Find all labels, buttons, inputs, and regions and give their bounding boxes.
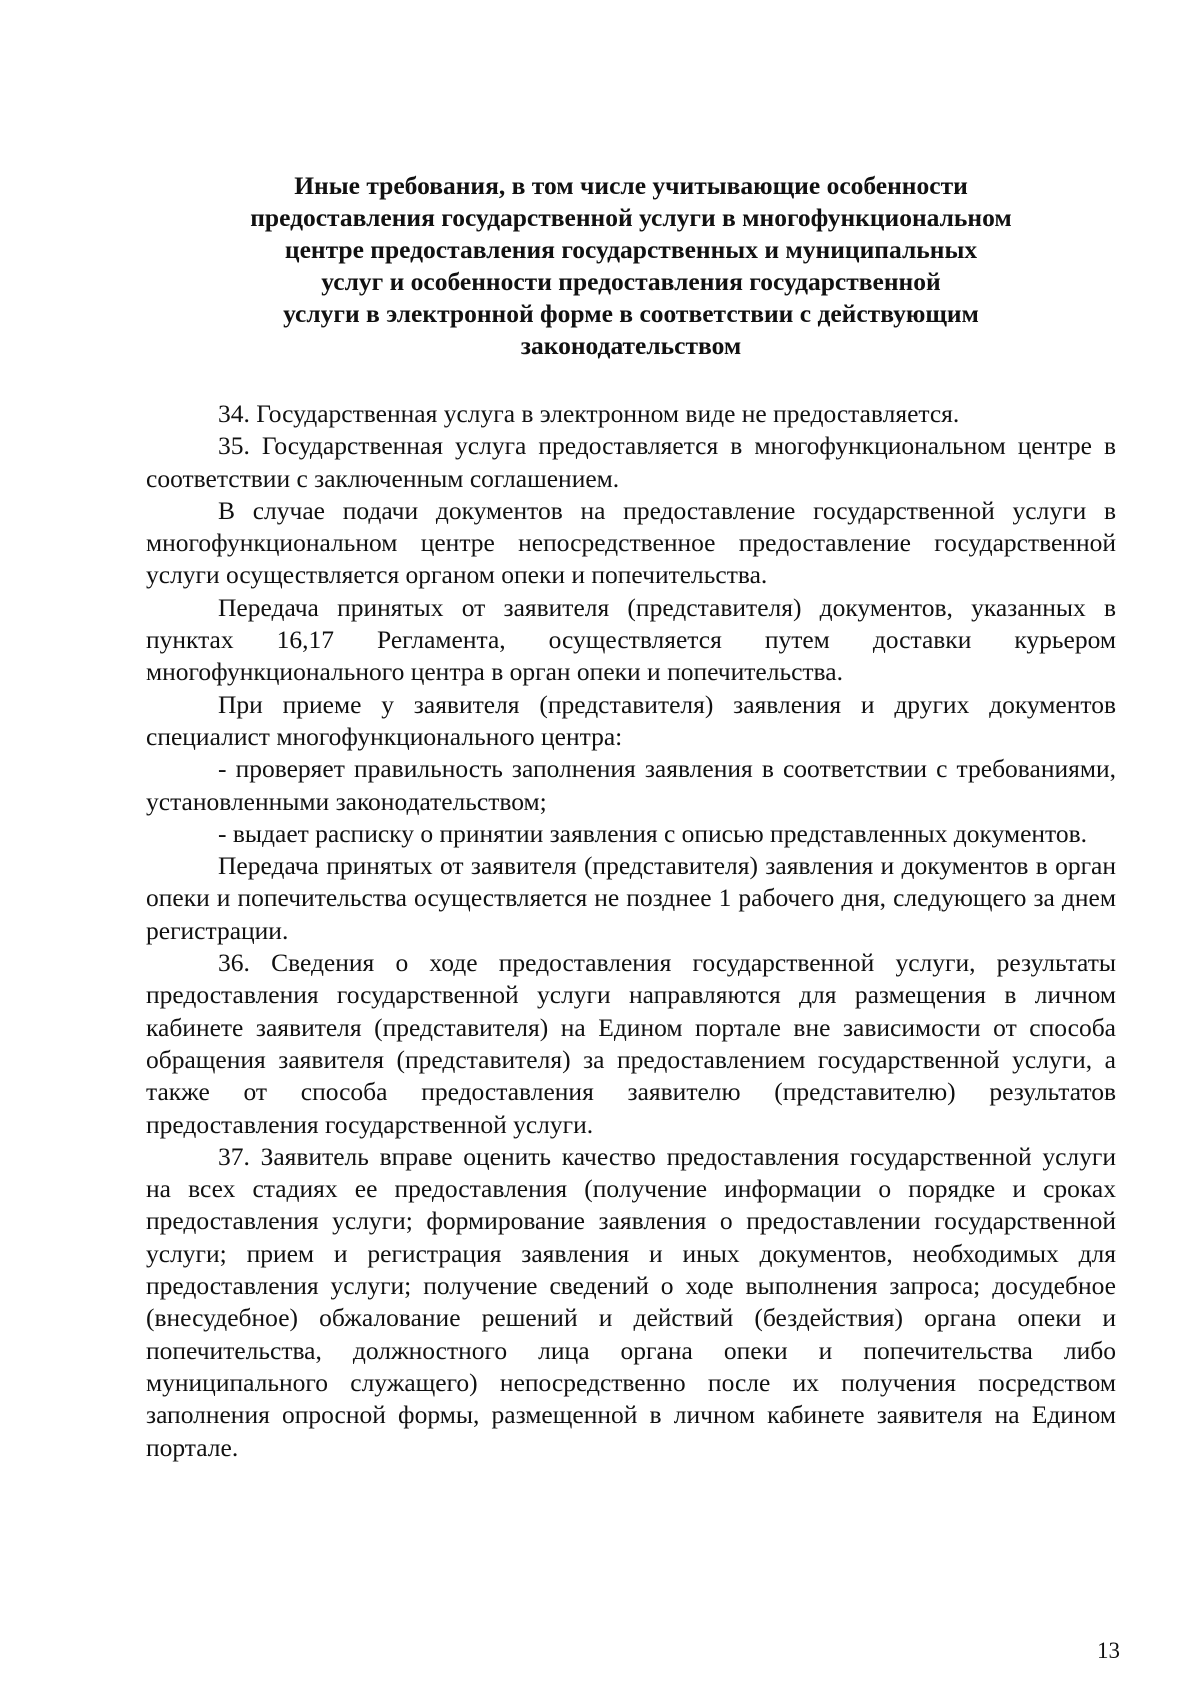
paragraph-37: 37. Заявитель вправе оценить качество предоставления государственной услуги на всех стадиях ее предоставления (получение информации о порядке и сроках предоставления услуги; формирование заявления о предоставлении государственной услуги; прием и регистрация заявления и иных документов, необходимых для предоставления услуги; получение сведений о ходе выполнения запроса; досудебное (внесудебное) обжалование решений и действий (бездействия) органа опеки и попечительства, должностного лица органа опеки и попечительства либо муниципального служащего) непосредственно после их получения посредством заполнения опросной формы, размещенной в личном кабинете заявителя на Едином портале. bbox=[146, 1141, 1116, 1462]
heading-line: Иные требования, в том числе учитывающие особенности bbox=[294, 171, 968, 200]
paragraph: Передача принятых от заявителя (представителя) документов, указанных в пунктах 16,17 Регламента, осуществляется путем доставки курьером многофункционального центра в орган опеки и попечительства. bbox=[146, 592, 1116, 687]
heading-line: предоставления государственной услуги в многофункциональном bbox=[250, 203, 1012, 232]
paragraph: В случае подачи документов на предоставление государственной услуги в многофункциональном центре непосредственное предоставление государственной услуги осуществляется органом опеки и попечительства. bbox=[146, 495, 1116, 590]
paragraph: Передача принятых от заявителя (представителя) заявления и документов в орган опеки и попечительства осуществляется не позднее 1 рабочего дня, следующего за днем регистрации. bbox=[146, 851, 1116, 945]
heading-line: услуг и особенности предоставления государственной bbox=[321, 267, 941, 296]
paragraph-36: 36. Сведения о ходе предоставления государственной услуги, результаты предоставления государственной услуги направляются для размещения в личном кабинете заявителя (представителя) на Едином портале вне зависимости от способа обращения заявителя (представителя) за предоставлением государственной услуги, а также от способа предоставления заявителю (представителю) результатов предоставления государственной услуги. bbox=[146, 948, 1116, 1139]
document-body bbox=[146, 398, 1116, 1464]
paragraph-35: 35. Государственная услуга предоставляется в многофункциональном центре в соответствии с заключенным соглашением. bbox=[146, 431, 1116, 493]
page-number: 13 bbox=[1097, 1638, 1120, 1663]
paragraph: При приеме у заявителя (представителя) заявления и других документов специалист многофункционального центра: bbox=[146, 689, 1116, 751]
paragraph-34: 34. Государственная услуга в электронном виде не предоставляется. bbox=[218, 399, 960, 428]
heading-line: центре предоставления государственных и муниципальных bbox=[284, 235, 978, 264]
section-heading bbox=[145, 170, 1117, 362]
heading-line: услуги в электронной форме в соответствии с действующим bbox=[283, 299, 979, 328]
list-item: - выдает расписку о принятии заявления с описью представленных документов. bbox=[218, 818, 1088, 848]
list-item: - проверяет правильность заполнения заявления в соответствии с требованиями, установленными законодательством; bbox=[146, 754, 1116, 816]
heading-line: законодательством bbox=[520, 331, 742, 360]
